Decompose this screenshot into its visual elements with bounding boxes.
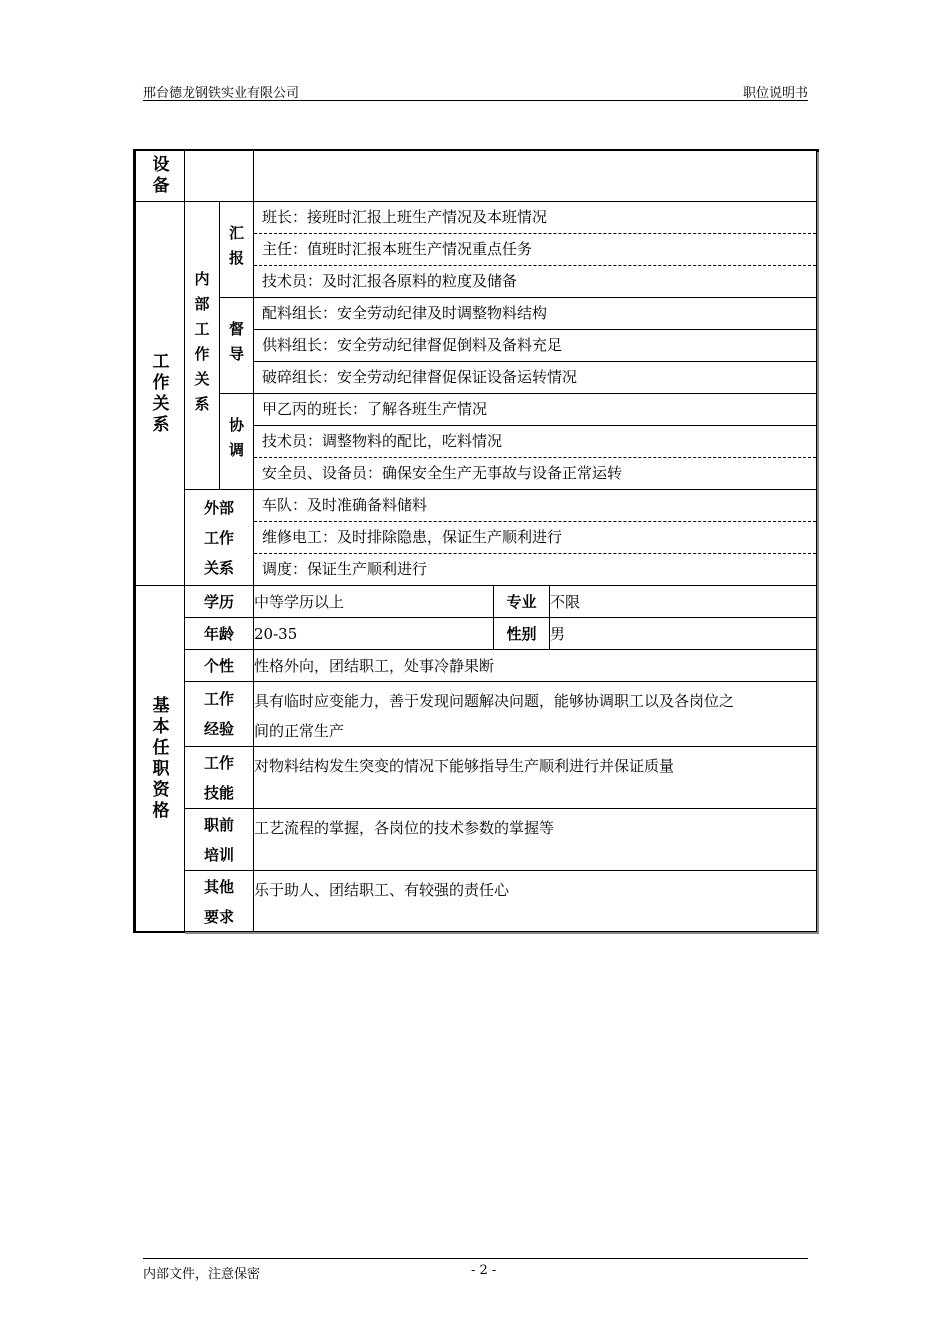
skills-value: 对物料结构发生突变的情况下能够指导生产顺利进行并保证质量 bbox=[254, 747, 817, 809]
report-item: 主任：值班时汇报本班生产情况重点任务 bbox=[254, 234, 816, 266]
company-name: 邢台德龙钢铁实业有限公司 bbox=[143, 86, 300, 101]
equipment-label: 设备 bbox=[148, 154, 169, 197]
training-label: 培训 bbox=[203, 845, 234, 864]
skills-label: 技能 bbox=[203, 783, 234, 802]
other-label: 其他 bbox=[203, 877, 234, 896]
table-shadow-right bbox=[817, 152, 819, 934]
personality-value: 性格外向，团结职工，处事冷静果断 bbox=[254, 650, 817, 682]
supervise-label: 督导 bbox=[227, 320, 245, 371]
work-relations-label-cell bbox=[134, 202, 185, 586]
other-label: 要求 bbox=[203, 907, 234, 926]
supervise-item: 配料组长：安全劳动纪律及时调整物料结构 bbox=[254, 298, 816, 330]
coordinate-item: 安全员、设备员：确保安全生产无事故与设备正常运转 bbox=[262, 464, 623, 482]
report-label: 汇报 bbox=[227, 224, 245, 275]
page-header bbox=[143, 80, 808, 101]
other-value: 乐于助人、团结职工、有较强的责任心 bbox=[254, 871, 817, 933]
experience-label-cell bbox=[185, 682, 254, 747]
major-value: 不限 bbox=[550, 586, 817, 618]
age-value: 20-35 bbox=[254, 618, 494, 650]
coordinate-label: 协调 bbox=[227, 416, 245, 467]
report-item: 技术员：及时汇报各原料的粒度及储备 bbox=[262, 272, 518, 290]
gender-label: 性别 bbox=[494, 618, 550, 650]
coordinate-label-cell bbox=[220, 394, 254, 490]
age-label: 年龄 bbox=[185, 618, 254, 650]
page-footer bbox=[143, 1258, 808, 1281]
external-item: 维修电工：及时排除隐患，保证生产顺利进行 bbox=[254, 522, 816, 554]
supervise-items-cell bbox=[254, 298, 817, 394]
equipment-label-cell bbox=[134, 150, 185, 202]
work-relations-label: 工作关系 bbox=[148, 351, 169, 436]
training-value: 工艺流程的掌握，各岗位的技术参数的掌握等 bbox=[254, 809, 817, 871]
external-relations-label: 外部 bbox=[203, 498, 234, 517]
major-label: 专业 bbox=[494, 586, 550, 618]
supervise-label-cell bbox=[220, 298, 254, 394]
page-number: - 2 - bbox=[471, 1263, 497, 1278]
equipment-value-cell bbox=[254, 150, 817, 202]
personality-label: 个性 bbox=[185, 650, 254, 682]
education-label: 学历 bbox=[185, 586, 254, 618]
skills-label-cell bbox=[185, 747, 254, 809]
experience-value: 具有临时应变能力，善于发现问题解决问题，能够协调职工以及各岗位之 bbox=[254, 692, 735, 710]
confidential-note: 内部文件，注意保密 bbox=[143, 1267, 261, 1282]
other-label-cell bbox=[185, 871, 254, 933]
education-value: 中等学历以上 bbox=[254, 586, 494, 618]
report-item: 班长：接班时汇报上班生产情况及本班情况 bbox=[254, 202, 816, 234]
experience-value: 间的正常生产 bbox=[254, 722, 345, 740]
document-type: 职位说明书 bbox=[742, 86, 808, 101]
report-items-cell bbox=[254, 202, 817, 298]
training-label-cell bbox=[185, 809, 254, 871]
coordinate-items-cell bbox=[254, 394, 817, 490]
coordinate-item: 技术员：调整物料的配比，吃料情况 bbox=[254, 426, 816, 458]
table-shadow-bottom bbox=[185, 932, 819, 934]
qualifications-label: 基本任职资格 bbox=[148, 696, 169, 822]
skills-label: 工作 bbox=[203, 753, 234, 772]
gender-value: 男 bbox=[550, 618, 817, 650]
external-relations-label: 工作 bbox=[203, 528, 234, 547]
internal-relations-label-cell bbox=[185, 202, 220, 490]
coordinate-item: 甲乙丙的班长：了解各班生产情况 bbox=[254, 394, 816, 426]
experience-label: 经验 bbox=[203, 720, 234, 738]
external-item: 车队：及时准确备料储料 bbox=[254, 490, 816, 522]
experience-value-cell bbox=[254, 682, 817, 747]
external-item: 调度：保证生产顺利进行 bbox=[262, 560, 428, 578]
equipment-sub-cell bbox=[185, 150, 254, 202]
external-relations-label: 关系 bbox=[203, 558, 234, 577]
qualifications-label-cell bbox=[134, 586, 185, 933]
experience-label: 工作 bbox=[203, 690, 234, 708]
external-items-cell bbox=[254, 490, 817, 586]
supervise-item: 供料组长：安全劳动纪律督促倒料及备料充足 bbox=[254, 330, 816, 362]
job-description-table bbox=[133, 149, 817, 933]
report-label-cell bbox=[220, 202, 254, 298]
internal-relations-label: 内部工作关系 bbox=[192, 270, 211, 421]
supervise-item: 破碎组长：安全劳动纪律督促保证设备运转情况 bbox=[262, 368, 578, 386]
external-relations-label-cell bbox=[185, 490, 254, 586]
training-label: 职前 bbox=[203, 815, 234, 834]
